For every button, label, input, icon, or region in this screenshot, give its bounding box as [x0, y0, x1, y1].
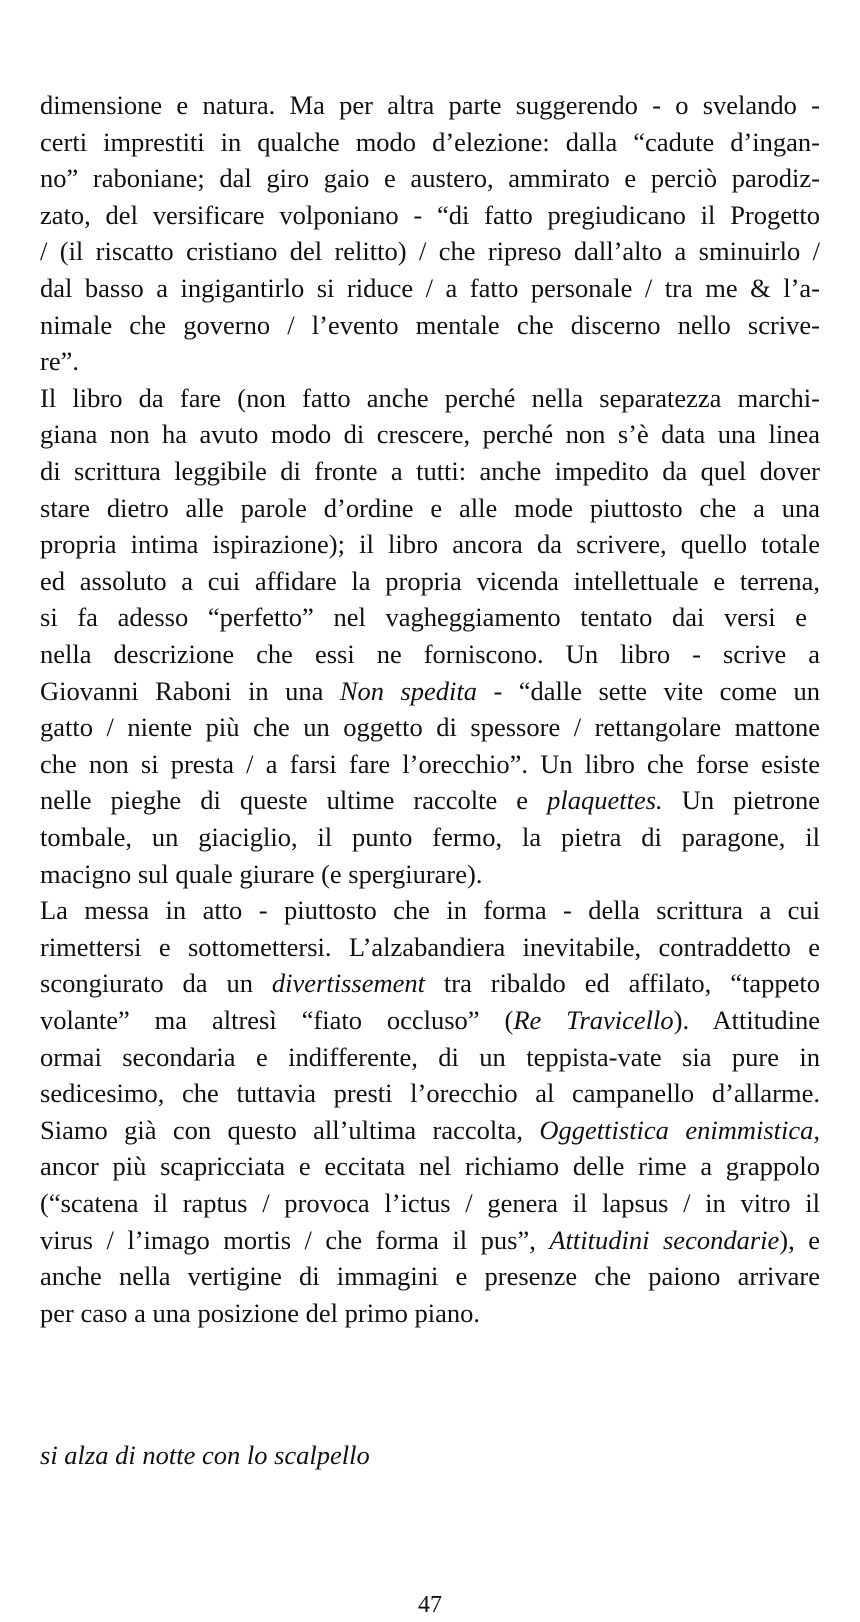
text-segment: (“scatena il raptus / provoca l’ictus / genera il lapsus / in vitro il	[40, 1188, 820, 1218]
text-segment: Siamo già con questo all’ultima raccolta,	[40, 1114, 540, 1145]
text-segment: - “dalle sette vite come un	[477, 675, 820, 706]
text-segment: virus / l’imago mortis / che forma il pus”,	[40, 1224, 550, 1255]
text-segment: sedicesimo, che tuttavia presti l’orecchio al campanello d’allarme.	[40, 1078, 820, 1109]
text-line	[40, 970, 820, 997]
text-segment: rimettersi e sottomettersi. L’alzabandiera inevitabile, contraddetto e	[40, 931, 820, 962]
text-segment: macigno sul quale giurare (e spergiurare).	[40, 858, 483, 889]
text-segment: re”.	[40, 346, 79, 377]
italic-text: Oggettistica enimmistica,	[539, 1114, 821, 1145]
text-segment: che non si presta / a farsi fare l’orecchio”. Un libro che forse esiste	[40, 748, 820, 779]
text-segment: volante” ma altresì “fiato occluso” (	[40, 1005, 514, 1035]
verse-line: si alza di notte con lo scalpello	[40, 1440, 370, 1470]
text-line	[40, 1080, 820, 1107]
text-segment: ). Attitudine	[673, 1005, 821, 1035]
text-segment: per caso a una posizione del primo piano.	[40, 1297, 481, 1328]
italic-text: Re Travicello	[513, 1005, 674, 1035]
text-line	[40, 309, 820, 340]
text-line	[40, 92, 820, 119]
text-line	[40, 492, 820, 523]
text-segment: dimensione e natura. Ma per altra parte suggerendo - o svelando -	[40, 90, 820, 120]
text-segment: nella descrizione che essi ne forniscono. Un libro - scrive a	[40, 639, 820, 669]
text-segment: Giovanni Raboni in una	[40, 675, 340, 706]
text-segment: gatto / niente più che un oggetto di spessore / rettangolare mattone	[40, 712, 820, 743]
text-segment: scongiurato da un	[40, 968, 272, 999]
text-segment: Un pietrone	[662, 785, 820, 816]
italic-text: Attitudini secondarie	[549, 1224, 780, 1255]
text-line	[40, 165, 820, 192]
text-segment: ed assoluto a cui affidare la propria vicenda intellettuale e terrena,	[40, 565, 820, 596]
italic-text: divertissement	[271, 968, 425, 999]
text-line	[40, 382, 820, 413]
text-line	[40, 787, 820, 814]
text-segment: zato, del versificare volponiano - “di fatto pregiudicano il Progetto	[40, 199, 820, 230]
text-line	[40, 1041, 820, 1072]
text-segment: Il libro da fare (non fatto anche perché nella separatezza marchi-	[40, 382, 820, 413]
text-line	[40, 126, 820, 157]
text-line	[40, 1263, 820, 1290]
text-line	[40, 675, 820, 706]
text-segment: no” raboniane; dal giro gaio e austero, ammirato e perciò parodiz-	[40, 163, 820, 194]
text-segment: tombale, un giaciglio, il punto fermo, la pietra di paragone, il	[40, 822, 820, 852]
text-line	[40, 897, 820, 924]
text-segment: certi imprestiti in qualche modo d’elezione: dalla “cadute d’ingan-	[40, 126, 820, 157]
text-line	[40, 238, 820, 265]
text-segment: si fa adesso “perfetto” nel vagheggiamento tentato dai versi e	[40, 602, 807, 633]
text-segment: ), e	[779, 1224, 820, 1255]
text-line	[40, 714, 820, 741]
text-line	[40, 1153, 820, 1180]
text-line	[40, 458, 820, 485]
text-segment: ormai secondaria e indifferente, di un teppista-vate sia pure in	[40, 1041, 820, 1072]
text-line	[40, 641, 820, 668]
text-segment: stare dietro alle parole d’ordine e alle mode piuttosto che a una	[40, 492, 820, 523]
text-line	[40, 421, 820, 448]
text-line	[40, 1007, 820, 1034]
text-segment: / (il riscatto cristiano del relitto) / che ripreso dall’alto a sminuirlo /	[40, 236, 820, 267]
text-segment: giana non ha avuto modo di crescere, perché non s’è data una linea	[40, 419, 820, 450]
text-segment: La messa in atto - piuttosto che in forma - della scrittura a cui	[40, 895, 820, 926]
text-segment: nelle pieghe di queste ultime raccolte e	[40, 785, 548, 816]
text-segment: anche nella vertigine di immagini e presenze che paiono arrivare	[40, 1261, 820, 1292]
text-line	[40, 565, 820, 596]
text-line	[40, 931, 820, 962]
italic-text: plaquettes.	[547, 785, 663, 816]
text-line	[40, 748, 820, 779]
text-line	[40, 1114, 821, 1145]
text-line	[40, 604, 807, 631]
text-segment: nimale che governo / l’evento mentale che discerno nello scrive-	[40, 309, 820, 340]
italic-text: Non spedita	[339, 675, 478, 706]
text-segment: tra ribaldo ed affilato, “tappeto	[424, 968, 820, 999]
text-line	[40, 531, 820, 558]
text-segment: ancor più scapricciata e eccitata nel richiamo delle rime a grappolo	[40, 1151, 820, 1182]
text-segment: dal basso a ingigantirlo si riduce / a fatto personale / tra me & l’a-	[40, 273, 820, 303]
text-line	[40, 1190, 820, 1217]
text-line	[40, 199, 820, 230]
text-segment: propria intima ispirazione); il libro ancora da scrivere, quello totale	[40, 529, 820, 560]
text-line	[40, 348, 79, 375]
text-line	[40, 858, 483, 889]
page-number: 47	[418, 1592, 442, 1618]
text-line	[40, 824, 820, 851]
text-line	[40, 1297, 481, 1328]
text-line	[40, 275, 820, 302]
text-segment: di scrittura leggibile di fronte a tutti: anche impedito da quel dover	[40, 456, 820, 486]
text-line	[40, 1224, 820, 1255]
